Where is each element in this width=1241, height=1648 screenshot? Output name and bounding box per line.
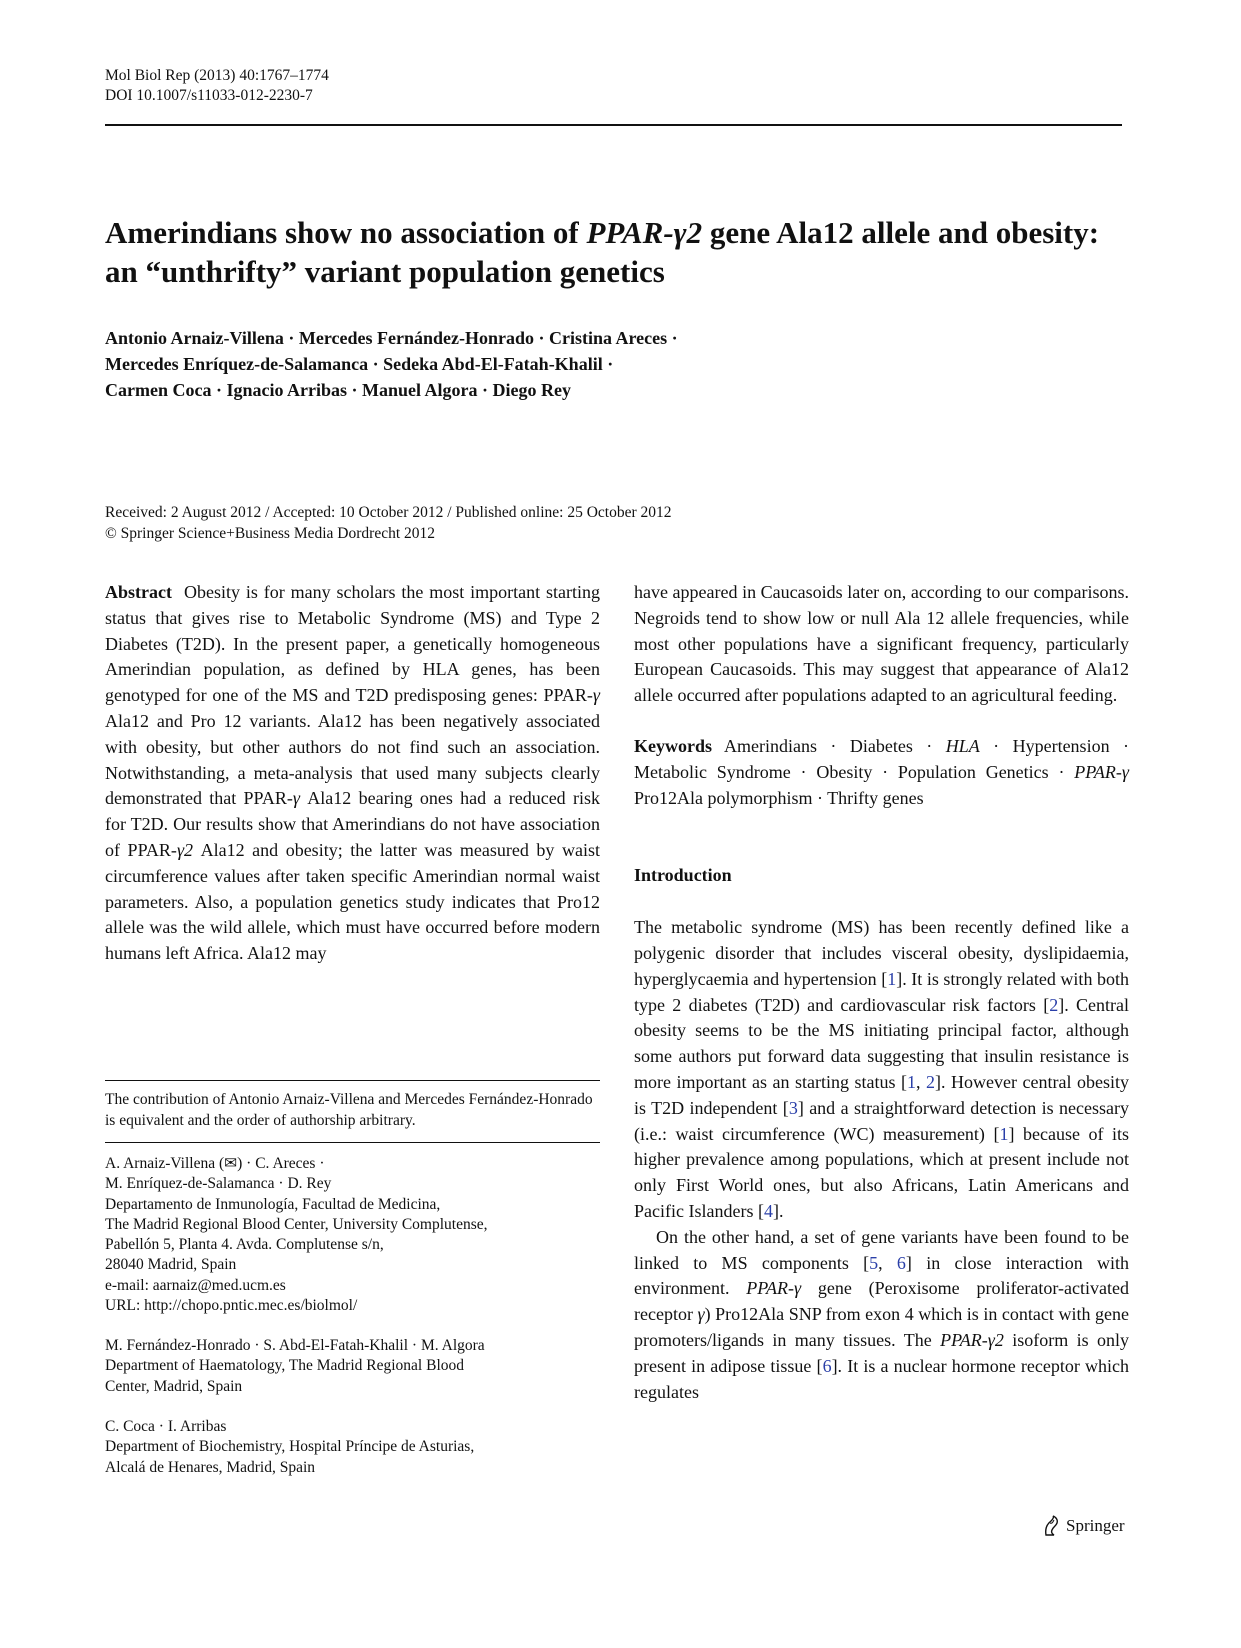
citation-link[interactable]: 4 [763,1200,773,1221]
intro-p2-b: ] in close interaction with environment. [634,1252,1130,1299]
affiliation-line: C. Coca · I. Arribas [105,1418,227,1435]
keywords [634,734,1129,811]
author: Mercedes Enríquez-de-Salamanca [105,354,369,374]
citation-link[interactable]: 6 [822,1355,832,1376]
intro-p1-a: The metabolic syndrome (MS) has been recently defined like a polygenic disorder that includes visceral obesity, dyslipidaemia, hyperglycaemia and hypertension [ [634,917,1129,989]
keywords-label: Keywords [634,735,712,756]
affiliation-line: Department of Biochemistry, Hospital Príncipe de Asturias, [105,1438,475,1456]
copyright-line: © Springer Science+Business Media Dordrecht 2012 [105,525,436,542]
citation-link[interactable]: 1 [887,968,897,989]
intro-p1-f: ] because of its higher prevalence among populations, which at present include not only First World ones, but also Africans, Latin Americans and Pacific Islanders [ [634,1123,1129,1221]
author: Sedeka Abd-El-Fatah-Khalil [383,354,603,374]
author: Cristina Areces [549,328,668,348]
abstract [105,580,600,967]
url-line[interactable]: URL: http://chopo.pntic.mec.es/biolmol/ [105,1297,358,1315]
citation-link[interactable]: 2 [1049,994,1059,1015]
introduction-paragraph-2 [634,1225,1129,1406]
intro-p2-gamma: γ [697,1304,705,1325]
keywords-ppar: PPAR-γ [1074,761,1129,782]
article-title [105,213,1115,291]
introduction-heading: Introduction [634,865,732,886]
intro-p2-e: isoform is only present in adipose tissue [ [634,1329,1129,1376]
intro-p1-sep: , [916,1071,927,1092]
received-accepted-published: Received: 2 August 2012 / Accepted: 10 October 2012 / Published online: 25 October 2012 [105,504,672,521]
affiliation-line: M. Fernández-Honrado · S. Abd-El-Fatah-Khalil · M. Algora [105,1337,485,1354]
affiliation-line: Pabellón 5, Planta 4. Avda. Complutense s/n, [105,1236,384,1254]
author: Mercedes Fernández-Honrado [298,328,534,348]
affiliation-line: The Madrid Regional Blood Center, University Complutense, [105,1215,488,1233]
affiliation-line: 28040 Madrid, Spain [105,1256,237,1274]
springer-horse-icon [1041,1515,1061,1537]
intro-p2-d: ) Pro12Ala SNP from exon 4 which is in contact with gene promoters/ligands in many tissues. The [634,1304,1129,1350]
title-part1: Amerindians show no association of [105,215,587,250]
affiliation-block [105,1417,600,1478]
intro-p1-b: ]. It is strongly related with both type 2 diabetes (T2D) and cardiovascular risk factors [ [634,968,1129,1015]
abstract-gamma-2: γ [292,788,301,809]
affiliation-rule [105,1142,600,1143]
affiliation-line: Departamento de Inmunología, Facultad de Medicina, [105,1195,441,1213]
affiliation-line: A. Arnaiz-Villena (✉) · C. Areces · [105,1155,325,1172]
intro-p2-gene: PPAR-γ [746,1278,802,1299]
abstract-label: Abstract [105,582,172,602]
affiliation-line: Department of Haematology, The Madrid Regional Blood [105,1357,464,1375]
springer-logo [1041,1515,1125,1537]
keywords-text-2: · Hypertension · Metabolic Syndrome · Obesity · Population Genetics · [634,735,1129,782]
right-column [634,580,1129,1405]
abstract-text-1: Obesity is for many scholars the most important starting status that gives rise to Metabolic Syndrome (MS) and Type 2 Diabetes (T2D). In the present paper, a genetically homogeneous Amerindian population, as defined by HLA genes, has been genotyped for one of the MS and T2D predisposing genes: PPAR- [105,582,600,706]
publication-dates [105,502,672,544]
contribution-footnote: The contribution of Antonio Arnaiz-Villena and Mercedes Fernández-Honrado is equivalent and the order of authorship arbitrary. [105,1091,593,1129]
intro-p1-e: ] and a straightforward detection is necessary (i.e.: waist circumference (WC) measurement) [ [634,1097,1130,1144]
header-rule [105,124,1122,126]
citation-link[interactable]: 2 [926,1071,936,1092]
intro-p1-c: ]. Central obesity seems to be the MS initiating principal factor, although some authors put forward data suggesting that insulin resistance is more important as an starting status [ [634,994,1129,1092]
author: Antonio Arnaiz-Villena [105,328,284,348]
abstract-continued: have appeared in Caucasoids later on, according to our comparisons. Negroids tend to show low or null Ala 12 allele frequencies, while most other populations have a significant frequency, particularly European Caucasoids. This may suggest that appearance of Ala12 allele occurred after populations adapted to an agricultural feeding. [634,582,1129,706]
email-line[interactable]: e-mail: aarnaiz@med.ucm.es [105,1276,286,1294]
intro-p1-g: ]. [772,1200,784,1221]
citation-link[interactable]: 5 [869,1252,879,1273]
affiliation-line: Center, Madrid, Spain [105,1377,243,1395]
author: Diego Rey [492,380,572,400]
affiliation-block [105,1336,600,1397]
keywords-text-1: Amerindians · Diabetes · [724,735,946,756]
author-list: Antonio Arnaiz-Villena · Mercedes Fernández-Honrado · Cristina Areces · Mercedes Enríquez-de-Salamanca · Sedeka Abd-El-Fatah-Khalil · Carmen Coca · Ignacio Arribas · Manuel Algora · Diego Rey [105,328,678,400]
affiliation-line: M. Enríquez-de-Salamanca · D. Rey [105,1175,332,1193]
abstract-text-4: Ala12 and obesity; the latter was measured by waist circumference values after taken specific Amerindian normal waist parameters. Also, a population genetics study indicates that Pro12 allele was the wild allele, which must have occurred before modern humans left Africa. Ala12 may [105,839,600,964]
abstract-gamma-1: γ [592,685,600,706]
introduction-paragraph-1 [634,915,1129,1225]
title-gene: PPAR-γ2 [586,215,703,250]
citation-link[interactable]: 1 [907,1071,917,1092]
author: Carmen Coca [105,380,212,400]
intro-p2-f: ]. It is a nuclear hormone receptor which regulates [634,1355,1129,1402]
abstract-column [105,580,600,967]
journal-doi: DOI 10.1007/s11033-012-2230-7 [105,87,313,104]
affiliation-block [105,1154,600,1316]
citation-link[interactable]: 3 [788,1097,798,1118]
citation-link[interactable]: 6 [896,1252,906,1273]
intro-p2-isoform: PPAR-γ2 [940,1329,1004,1350]
intro-p2-sep: , [878,1252,897,1273]
affiliation-line: Alcalá de Henares, Madrid, Spain [105,1458,316,1476]
intro-p2-c: gene (Peroxisome proliferator-activated receptor [634,1278,1129,1325]
keywords-hla: HLA [945,735,980,756]
journal-citation: Mol Biol Rep (2013) 40:1767–1774 [105,67,329,84]
intro-p1-d: ]. However central obesity is T2D independent [ [634,1071,1129,1118]
citation-link[interactable]: 1 [999,1123,1009,1144]
publisher-name: Springer [1066,1516,1125,1535]
intro-p2-a: On the other hand, a set of gene variants have been found to be linked to MS components [ [634,1226,1129,1273]
abstract-text-3: Ala12 bearing ones had a reduced risk for T2D. Our results show that Amerindians do not have association of PPAR- [105,788,600,860]
abstract-text-2: Ala12 and Pro 12 variants. Ala12 has been negatively associated with obesity, but other authors do not find such an association. Notwithstanding, a meta-analysis that used many subjects clearly demonstrated that PPAR- [105,710,600,809]
author: Manuel Algora [362,380,478,400]
author: Ignacio Arribas [226,380,348,400]
title-part2: gene Ala12 allele and obesity: an “unthrifty” variant population genetics [105,215,1100,289]
abstract-gamma-3: γ2 [176,839,194,860]
keywords-text-3: Pro12Ala polymorphism · Thrifty genes [634,787,924,808]
footnote-rule [105,1080,600,1081]
journal-header [105,66,329,106]
